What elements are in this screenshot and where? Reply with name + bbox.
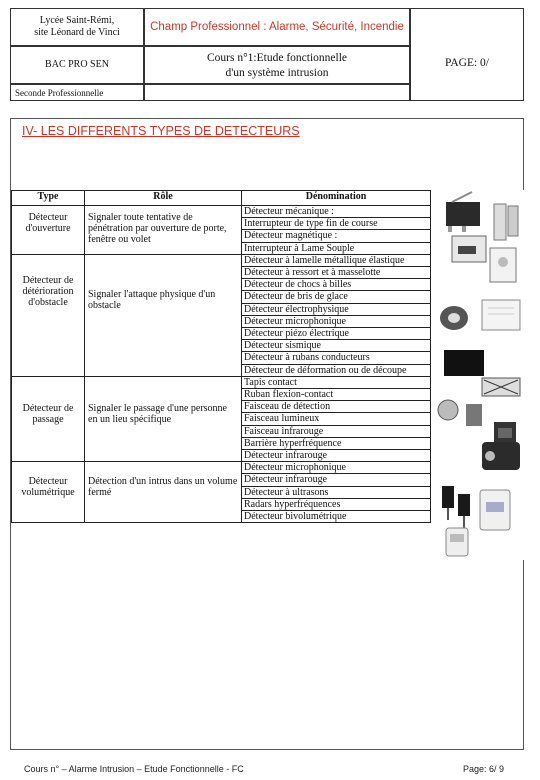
- denomination-cell: Faisceau de détection: [242, 401, 431, 413]
- detector-table-wrap: [11, 190, 431, 560]
- type-text: Détecteur de détérioration d'obstacle: [22, 274, 74, 309]
- denomination-cell: Détecteur à ultrasons: [242, 486, 431, 498]
- denomination-cell: Ruban flexion-contact: [242, 389, 431, 401]
- page-box: [410, 8, 524, 101]
- role-cell: [85, 376, 242, 461]
- type-cell: [12, 206, 85, 255]
- header-empty-cell: [144, 84, 410, 101]
- denomination-cell: Détecteur infrarouge: [242, 474, 431, 486]
- denomination-cell: Interrupteur de type fin de course: [242, 218, 431, 230]
- denomination-cell: Détecteur microphonique: [242, 462, 431, 474]
- class-label: Seconde Professionnelle: [15, 88, 104, 98]
- pir-detector-icon: [446, 528, 468, 556]
- magnetic-contact-icon: [494, 204, 518, 240]
- footer-right: Page: 6/ 9: [463, 764, 505, 774]
- box-contact-icon: [490, 248, 516, 282]
- level-box: [10, 46, 144, 84]
- role-cell: [85, 462, 242, 523]
- denomination-cell: Détecteur microphonique: [242, 315, 431, 327]
- detector-table: [11, 190, 431, 523]
- role-text: Détection d'un intrus dans un volume fermé: [88, 476, 238, 499]
- denomination-cell: Détecteur à ressort et à masselotte: [242, 267, 431, 279]
- page-label: PAGE: 0/: [445, 57, 489, 69]
- section-title: IV- LES DIFFERENTS TYPES DE DETECTEURS: [22, 124, 300, 138]
- type-text: Détecteur volumétrique: [21, 476, 75, 499]
- footer-left: Cours n° – Alarme Intrusion – Etude Fonctionnelle - FC: [24, 764, 244, 774]
- denomination-cell: Détecteur magnétique :: [242, 230, 431, 242]
- course-box: [144, 46, 410, 84]
- type-cell: [12, 376, 85, 461]
- denomination-cell: Détecteur de chocs à billes: [242, 279, 431, 291]
- type-text: Détecteur de passage: [22, 402, 74, 426]
- field-box: [144, 8, 410, 46]
- header-type: Type: [12, 191, 85, 206]
- course-line-2: d'un système intrusion: [225, 67, 329, 79]
- school-line-2: site Léonard de Vinci: [34, 27, 120, 38]
- motion-sensor-icon: [482, 442, 520, 470]
- reed-switch-icon: [452, 236, 486, 262]
- micro-switch-icon: [446, 192, 480, 232]
- course-line-1: Cours n°1:Etude fonctionnelle: [206, 52, 348, 64]
- type-text: Détecteur d'ouverture: [25, 212, 71, 235]
- denomination-cell: Détecteur piézo électrique: [242, 328, 431, 340]
- field-label: Champ Professionnel : Alarme, Sécurité, Incendie: [150, 21, 404, 33]
- denomination-cell: Détecteur à lamelle métallique élastique: [242, 254, 431, 266]
- type-cell: [12, 254, 85, 376]
- denomination-cell: Barrière hyperfréquence: [242, 437, 431, 449]
- denomination-cell: Détecteur électrophysique: [242, 303, 431, 315]
- type-cell: [12, 462, 85, 523]
- denomination-cell: Faisceau infrarouge: [242, 425, 431, 437]
- role-cell: [85, 206, 242, 255]
- header-denomination: Dénomination: [242, 191, 431, 206]
- seismic-detector-icon: [444, 350, 484, 376]
- detector-photos: [432, 190, 524, 560]
- school-line-1: Lycée Saint-Rémi,: [39, 15, 115, 26]
- header-role: Rôle: [85, 191, 242, 206]
- denomination-cell: Radars hyperfréquences: [242, 498, 431, 510]
- denomination-cell: Interrupteur à Lame Souple: [242, 242, 431, 254]
- denomination-cell: Détecteur de déformation ou de découpe: [242, 364, 431, 376]
- microphone-detector-icon: [442, 486, 470, 528]
- denomination-cell: Détecteur sismique: [242, 340, 431, 352]
- shock-detector-icon: [440, 306, 468, 330]
- level-label: BAC PRO SEN: [45, 59, 109, 70]
- denomination-cell: Détecteur bivolumétrique: [242, 511, 431, 523]
- photo-column: [432, 190, 524, 560]
- denomination-cell: Faisceau lumineux: [242, 413, 431, 425]
- photo-beam-icon: [438, 400, 482, 426]
- denomination-cell: Tapis contact: [242, 376, 431, 388]
- volumetric-detector-icon: [480, 490, 510, 530]
- class-box: [10, 84, 144, 101]
- denomination-cell: Détecteur mécanique :: [242, 206, 431, 218]
- glass-break-detector-icon: [482, 300, 520, 330]
- role-text: Signaler toute tentative de pénétration par ouverture de porte, fenêtre ou volet: [88, 212, 227, 246]
- school-name-box: [10, 8, 144, 46]
- denomination-cell: Détecteur de bris de glace: [242, 291, 431, 303]
- role-cell: [85, 254, 242, 376]
- role-text: Signaler le passage d'une personne en un lieu spécifique: [88, 402, 227, 426]
- denomination-cell: Détecteur à rubans conducteurs: [242, 352, 431, 364]
- conductive-tape-icon: [482, 378, 520, 396]
- denomination-cell: Détecteur infrarouge: [242, 450, 431, 462]
- role-text: Signaler l'attaque physique d'un obstacle: [88, 288, 216, 312]
